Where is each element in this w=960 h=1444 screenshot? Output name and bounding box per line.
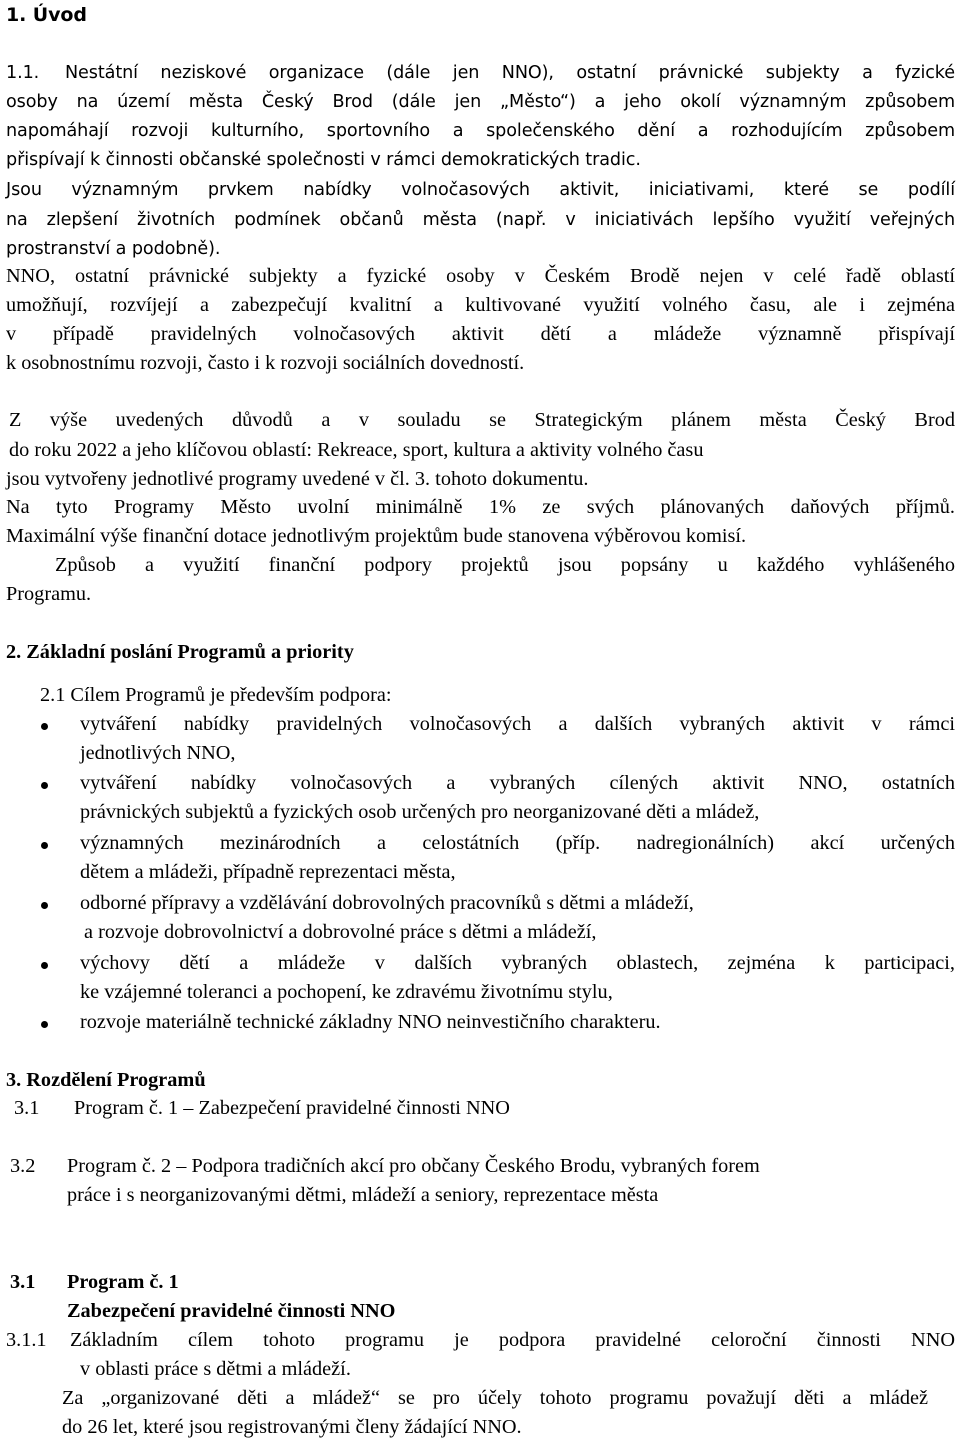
para3-line-3: jsou vytvořeny jednotlivé programy uvedené v čl. 3. tohoto dokumentu. [6, 468, 589, 490]
goal-4-line-1: odborné přípravy a vzdělávání dobrovolných pracovníků s dětmi a mládeží, [80, 892, 694, 914]
para3-line-5: Maximální výše finanční dotace jednotlivým projektům bude stanovena výběrovou komisí. [6, 525, 747, 547]
heading-poslani: 2. Základní poslání Programů a priority [6, 641, 354, 663]
para2-line-3: v případě pravidelných volnočasových aktivit dětí a mládeže významně přispívají [6, 323, 955, 345]
bullet-icon [41, 782, 48, 789]
para3-line-2: do roku 2022 a jeho klíčovou oblastí: Rekreace, sport, kultura a aktivity volného času [9, 439, 704, 461]
bullet-icon [41, 962, 48, 969]
bullet-icon [41, 842, 48, 849]
program-2-line-1: Program č. 2 – Podpora tradičních akcí pro občany Českého Brodu, vybraných forem [67, 1155, 760, 1177]
section-311-line-1: Základním cílem tohoto programu je podpora pravidelné celoroční činnosti NNO [70, 1329, 955, 1351]
intro-line-6: na zlepšení životních podmínek občanů města (např. v iniciativách lepšího využití veřejných [6, 210, 955, 230]
para2-line-2: umožňují, rozvíjejí a zabezpečují kvalitní a kultivované využití volného času, ale i zejména [6, 294, 955, 316]
intro-line-3: napomáhají rozvoji kulturního, sportovního a společenského dění a rozhodujícím způsobem [6, 121, 955, 141]
intro-line-7: prostranství a podobně). [6, 239, 221, 259]
goal-6-line-1: rozvoje materiálně technické základny NNO neinvestičního charakteru. [80, 1011, 661, 1033]
section-31-number: 3.1 [10, 1271, 36, 1293]
goal-3-line-1: významných mezinárodních a celostátních (příp. nadregionálních) akcí určených [80, 832, 955, 854]
heading-rozdeleni: 3. Rozdělení Programů [6, 1069, 206, 1091]
section-311-number: 3.1.1 [6, 1329, 47, 1351]
goal-2-line-1: vytváření nabídky volnočasových a vybraných cílených aktivit NNO, ostatních [80, 772, 955, 794]
para2-line-1: NNO, ostatní právnické subjekty a fyzické osoby v Českém Brodě nejen v celé řadě oblastí [6, 265, 955, 287]
heading-uvod: 1. Úvod [6, 4, 87, 26]
para3-line-4: Na tyto Programy Město uvolní minimálně 1% ze svých plánovaných daňových příjmů. [6, 496, 955, 518]
intro-line-1: Nestátní neziskové organizace (dále jen NNO), ostatní právnické subjekty a fyzické [65, 63, 955, 83]
goal-1-line-1: vytváření nabídky pravidelných volnočasových a dalších vybraných aktivit v rámci [80, 713, 955, 735]
section-31-title-1: Program č. 1 [67, 1271, 179, 1293]
para2-line-4: k osobnostnímu rozvoji, často i k rozvoji sociálních dovedností. [6, 352, 525, 374]
intro-number: 1.1. [6, 63, 40, 83]
section-311-line-4: do 26 let, které jsou registrovanými členy žádající NNO. [62, 1416, 522, 1438]
program-1-title: Program č. 1 – Zabezpečení pravidelné činnosti NNO [74, 1097, 510, 1119]
goal-1-line-2: jednotlivých NNO, [80, 742, 236, 764]
goal-3-line-2: dětem a mládeži, případně reprezentaci města, [80, 861, 456, 883]
goal-5-line-1: výchovy dětí a mládeže v dalších vybraných oblastech, zejména k participaci, [80, 952, 955, 974]
goals-intro: 2.1 Cílem Programů je především podpora: [40, 684, 392, 706]
intro-line-5: Jsou významným prvkem nabídky volnočasových aktivit, iniciativami, které se podílí [6, 180, 955, 200]
goal-2-line-2: právnických subjektů a fyzických osob určených pro neorganizované děti a mládež, [80, 801, 760, 823]
section-31-title-2: Zabezpečení pravidelné činnosti NNO [67, 1300, 396, 1322]
goal-4-line-2: a rozvoje dobrovolnictví a dobrovolné práce s dětmi a mládeží, [84, 921, 597, 943]
bullet-icon [41, 723, 48, 730]
intro-line-2: osoby na území města Český Brod (dále jen „Město“) a jeho okolí významným způsobem [6, 92, 955, 112]
intro-line-4: přispívají k činnosti občanské společnosti v rámci demokratických tradic. [6, 150, 641, 170]
section-311-line-3: Za „organizované děti a mládež“ se pro účely tohoto programu považují děti a mládež [62, 1387, 928, 1409]
program-2-line-2: práce i s neorganizovanými dětmi, mládeží a seniory, reprezentace města [67, 1184, 659, 1206]
section-311-line-2: v oblasti práce s dětmi a mládeží. [80, 1358, 351, 1380]
program-1-number: 3.1 [14, 1097, 40, 1119]
para3-line-6: Způsob a využití finanční podpory projektů jsou popsány u každého vyhlášeného [55, 554, 955, 576]
para3-line-1: Z výše uvedených důvodů a v souladu se Strategickým plánem města Český Brod [9, 409, 955, 431]
bullet-icon [41, 1021, 48, 1028]
goal-5-line-2: ke vzájemné toleranci a pochopení, ke zdravému životnímu stylu, [80, 981, 613, 1003]
program-2-number: 3.2 [10, 1155, 36, 1177]
para3-line-7: Programu. [6, 583, 92, 605]
bullet-icon [41, 902, 48, 909]
